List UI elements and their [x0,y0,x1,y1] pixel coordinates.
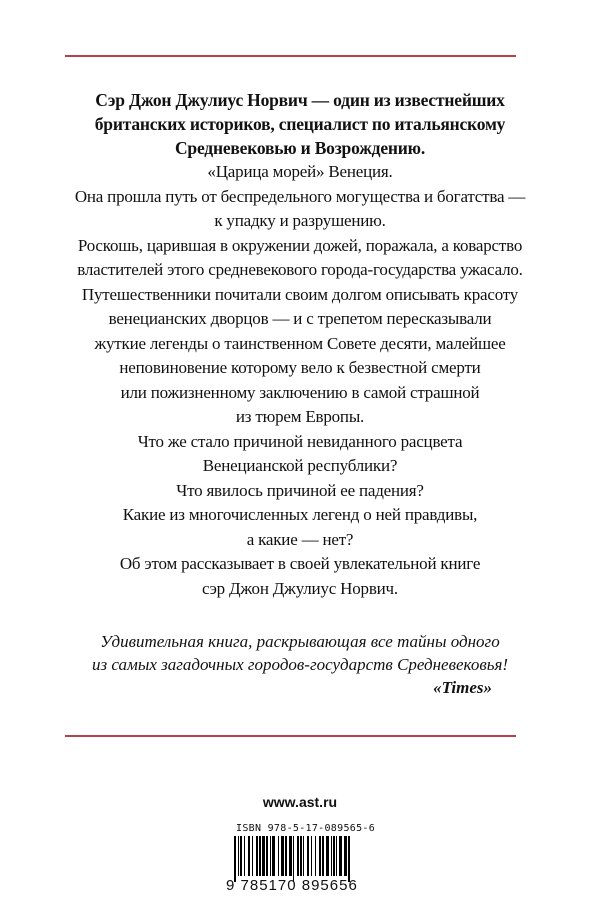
author-intro [0,88,600,160]
description-line: властителей этого средневекового города-государства ужасало. [77,260,523,279]
description-line: Венецианской республики? [202,456,398,475]
description-line: венецианских дворцов — и с трепетом пересказывали [108,309,492,328]
barcode-bar [285,836,287,876]
barcode-image [234,836,352,882]
barcode-bar [244,836,245,876]
description-line: из тюрем Европы. [235,407,365,426]
barcode-bar [248,836,250,876]
barcode-bar [272,836,275,876]
barcode-bar [319,836,321,876]
quote-line: Удивительная книга, раскрывающая все тайны одного [100,632,500,651]
description-line: сэр Джон Джулиус Норвич. [202,578,398,598]
description-line: Роскошь, царившая в окружении дожей, поражала, а коварство [77,235,523,255]
barcode-bar [307,836,309,876]
description-line: Какие из многочисленных легенд о ней правдивы, [122,505,478,524]
barcode-bar [315,836,316,876]
barcode-bar [262,836,265,876]
bottom-divider [65,735,516,737]
description-line: «Царица морей» Венеция. [207,162,393,181]
intro-line: британских историков, специалист по итальянскому [94,114,506,134]
barcode-bar [336,836,337,876]
publisher-site: www.ast.ru [262,794,338,810]
barcode-bar [297,836,299,876]
barcode-bar [289,836,292,876]
barcode-bar [238,836,239,876]
top-divider [65,55,516,57]
barcode-bar [303,836,304,876]
barcode-bar [270,836,271,876]
barcode-digits: 9 785170 895656 [226,877,358,894]
intro-line: Средневековью и Возрождению. [174,138,426,158]
barcode-bar [344,836,347,876]
intro-line: Сэр Джон Джулиус Норвич — один из известнейших [95,90,505,110]
description [0,160,600,601]
quote-line: из самых загадочных городов-государств Средневековья! [91,655,509,674]
barcode-bar [300,836,302,876]
barcode-bar [339,836,342,876]
description-line: Что явилось причиной ее падения? [176,480,424,500]
description-line: а какие — нет? [246,529,354,549]
description-line: к упадку и разрушению. [214,211,386,230]
barcode-bar [311,836,312,876]
barcode-bar [278,836,279,876]
description-line: или пожизненному заключению в самой страшной [120,382,480,402]
barcode-bar [266,836,268,876]
description-line: жуткие легенды о таинственном Совете десяти, малейшее [94,333,506,353]
barcode-bar [240,836,242,876]
description-line: Путешественники почитали своим долгом описывать красоту [81,284,519,304]
barcode-bar [234,836,236,882]
barcode-bar [259,836,261,876]
barcode-bar [322,836,324,876]
barcode-bar [331,836,332,876]
barcode-bar [293,836,294,882]
description-line: неповиновение которому вело к безвестной смерти [119,358,481,377]
barcode-bar [348,836,350,882]
barcode-bar [326,836,329,876]
review-quote [0,630,600,699]
description-line: Что же стало причиной невиданного расцвета [137,431,463,451]
description-line: Она прошла путь от беспредельного могущества и богатства — [74,186,526,206]
quote-source: «Times» [433,678,492,697]
description-line: Об этом рассказывает в своей увлекательной книге [119,554,481,573]
barcode-bar [333,836,335,876]
isbn-label: ISBN 978-5-17-089565-6 [236,823,376,834]
barcode-bar [256,836,258,876]
barcode-bar [252,836,253,876]
barcode-bar [281,836,284,876]
